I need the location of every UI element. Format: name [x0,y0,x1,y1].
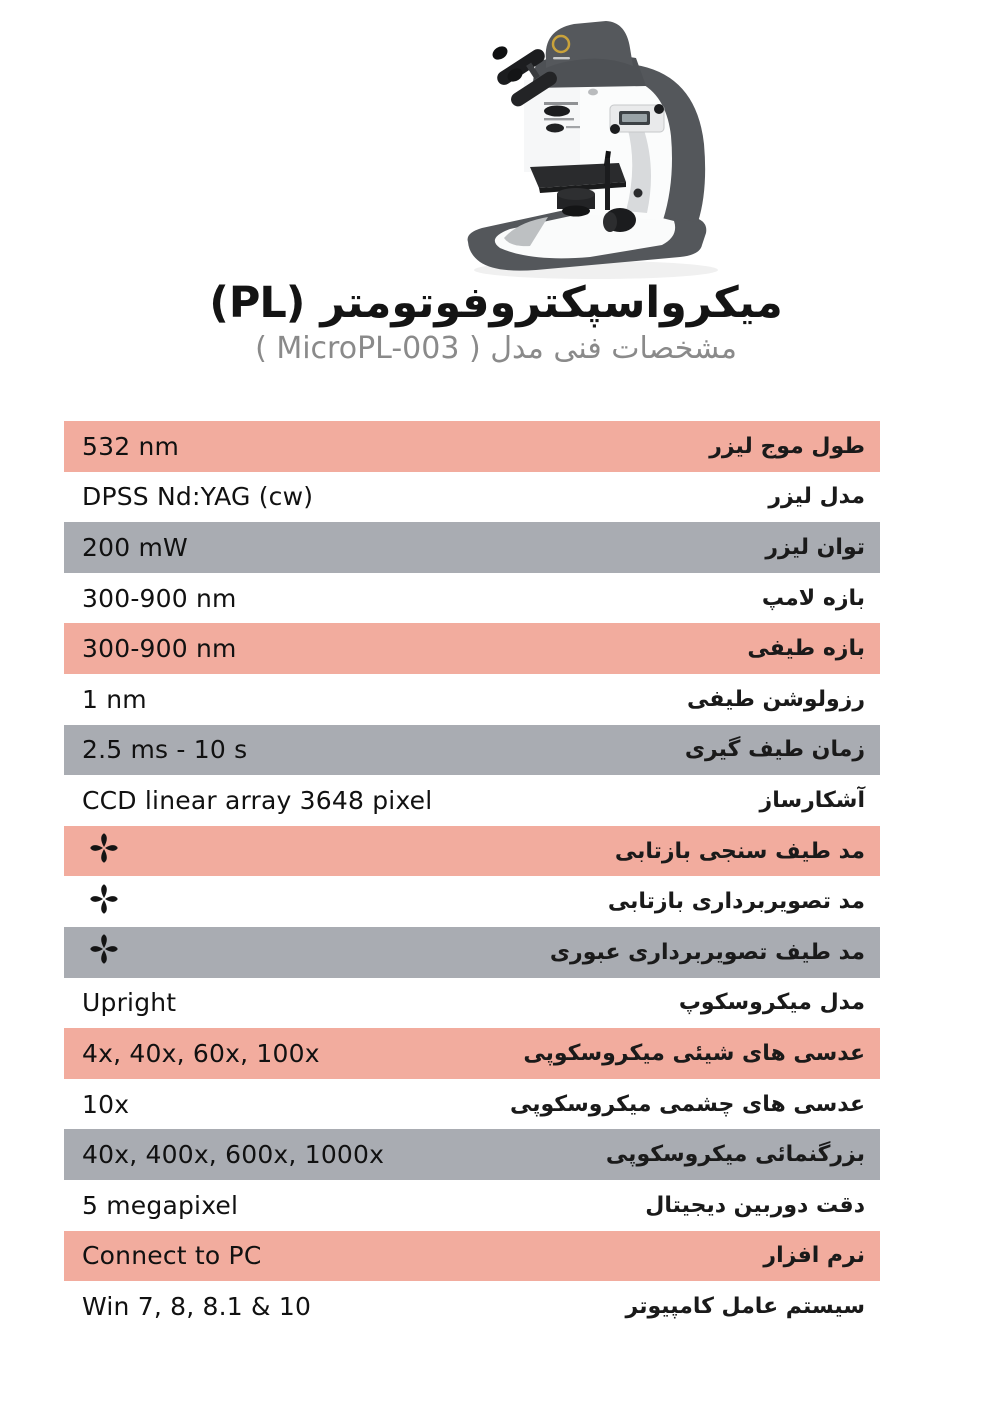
spec-label: سیستم عامل کامپیوتر [625,1293,865,1319]
spec-label: عدسی های چشمی میکروسکوپی [509,1091,865,1117]
spec-value: 4x, 40x, 60x, 100x [82,1038,320,1068]
spec-label: طول موج لیزر [709,433,865,459]
spec-row-eyepiece-lenses [64,1079,880,1130]
spec-value: 532 nm [82,431,180,461]
spec-row-acquisition-time [64,725,880,776]
spec-label: مدل میکروسکوپ [678,990,865,1016]
spec-row-laser-wavelength [64,421,880,472]
spec-label: زمان طیف گیری [684,737,865,763]
spec-value: 300-900 nm [82,583,237,613]
spec-value: CCD linear array 3648 pixel [82,785,433,815]
spec-value: DPSS Nd:YAG (cw) [82,482,314,512]
spec-value: 200 mW [82,532,188,562]
spec-label: آشکارساز [759,787,865,813]
spec-value: 2.5 ms - 10 s [82,735,248,765]
spec-row-microscope-model [64,978,880,1029]
spec-table [64,421,880,1332]
spec-value: Win 7, 8, 8.1 & 10 [82,1291,312,1321]
four-petal-asterisk-icon [88,830,120,872]
spec-row-operating-system [64,1281,880,1332]
spec-row-objective-lenses [64,1028,880,1079]
spec-value: 10x [82,1089,130,1119]
spec-label: مد طیف سنجی بازتابی [614,838,865,864]
condenser [557,188,595,217]
spec-row-detector [64,775,880,826]
spec-value [64,830,128,872]
four-petal-asterisk-icon [88,881,120,923]
spec-row-magnification [64,1129,880,1180]
spec-value: 40x, 400x, 600x, 1000x [82,1140,385,1170]
spec-row-camera-resolution [64,1180,880,1231]
spec-value: 1 nm [82,684,147,714]
spec-row-transmission-imaging-mode [64,927,880,978]
spec-label: بازه لامپ [761,585,865,611]
microscope-illustration [438,6,778,284]
spec-label: مدل لیزر [768,484,865,510]
page-title: میکرواسپکتروفوتومتر (PL) [209,278,783,328]
spec-value: 5 megapixel [82,1190,239,1220]
spec-row-reflective-spectroscopy-mode [64,826,880,877]
heading-block [0,280,992,367]
four-petal-asterisk-icon [88,931,120,973]
page-subtitle: مشخصات فنی مدل ( MicroPL-003 ) [255,331,737,367]
spec-value [64,931,128,973]
microscope-image [438,6,778,284]
spec-row-lamp-range [64,573,880,624]
lcd-panel [610,104,664,134]
spec-label: توان لیزر [765,534,865,560]
spec-row-spectral-resolution [64,674,880,725]
spec-value: Connect to PC [82,1241,262,1271]
spec-label: بازه طیفی [747,636,865,662]
spec-row-spectral-range [64,623,880,674]
spec-label: مد طیف تصویربرداری عبوری [549,939,865,965]
spec-label: رزولوشن طیفی [687,686,865,712]
spec-row-laser-power [64,522,880,573]
spec-label: دقت دوربین دیجیتال [645,1192,865,1218]
spec-value [64,881,128,923]
spec-label: نرم افزار [763,1243,865,1269]
spec-row-reflective-imaging-mode [64,876,880,927]
spec-label: عدسی های شیئی میکروسکوپی [523,1040,865,1066]
spec-label: بزرگنمائی میکروسکوپی [605,1142,865,1168]
spec-row-laser-model [64,472,880,523]
spec-row-software [64,1231,880,1282]
spec-label: مد تصویربرداری بازتابی [607,889,865,915]
spec-value: 300-900 nm [82,634,237,664]
spec-value: Upright [82,988,177,1018]
